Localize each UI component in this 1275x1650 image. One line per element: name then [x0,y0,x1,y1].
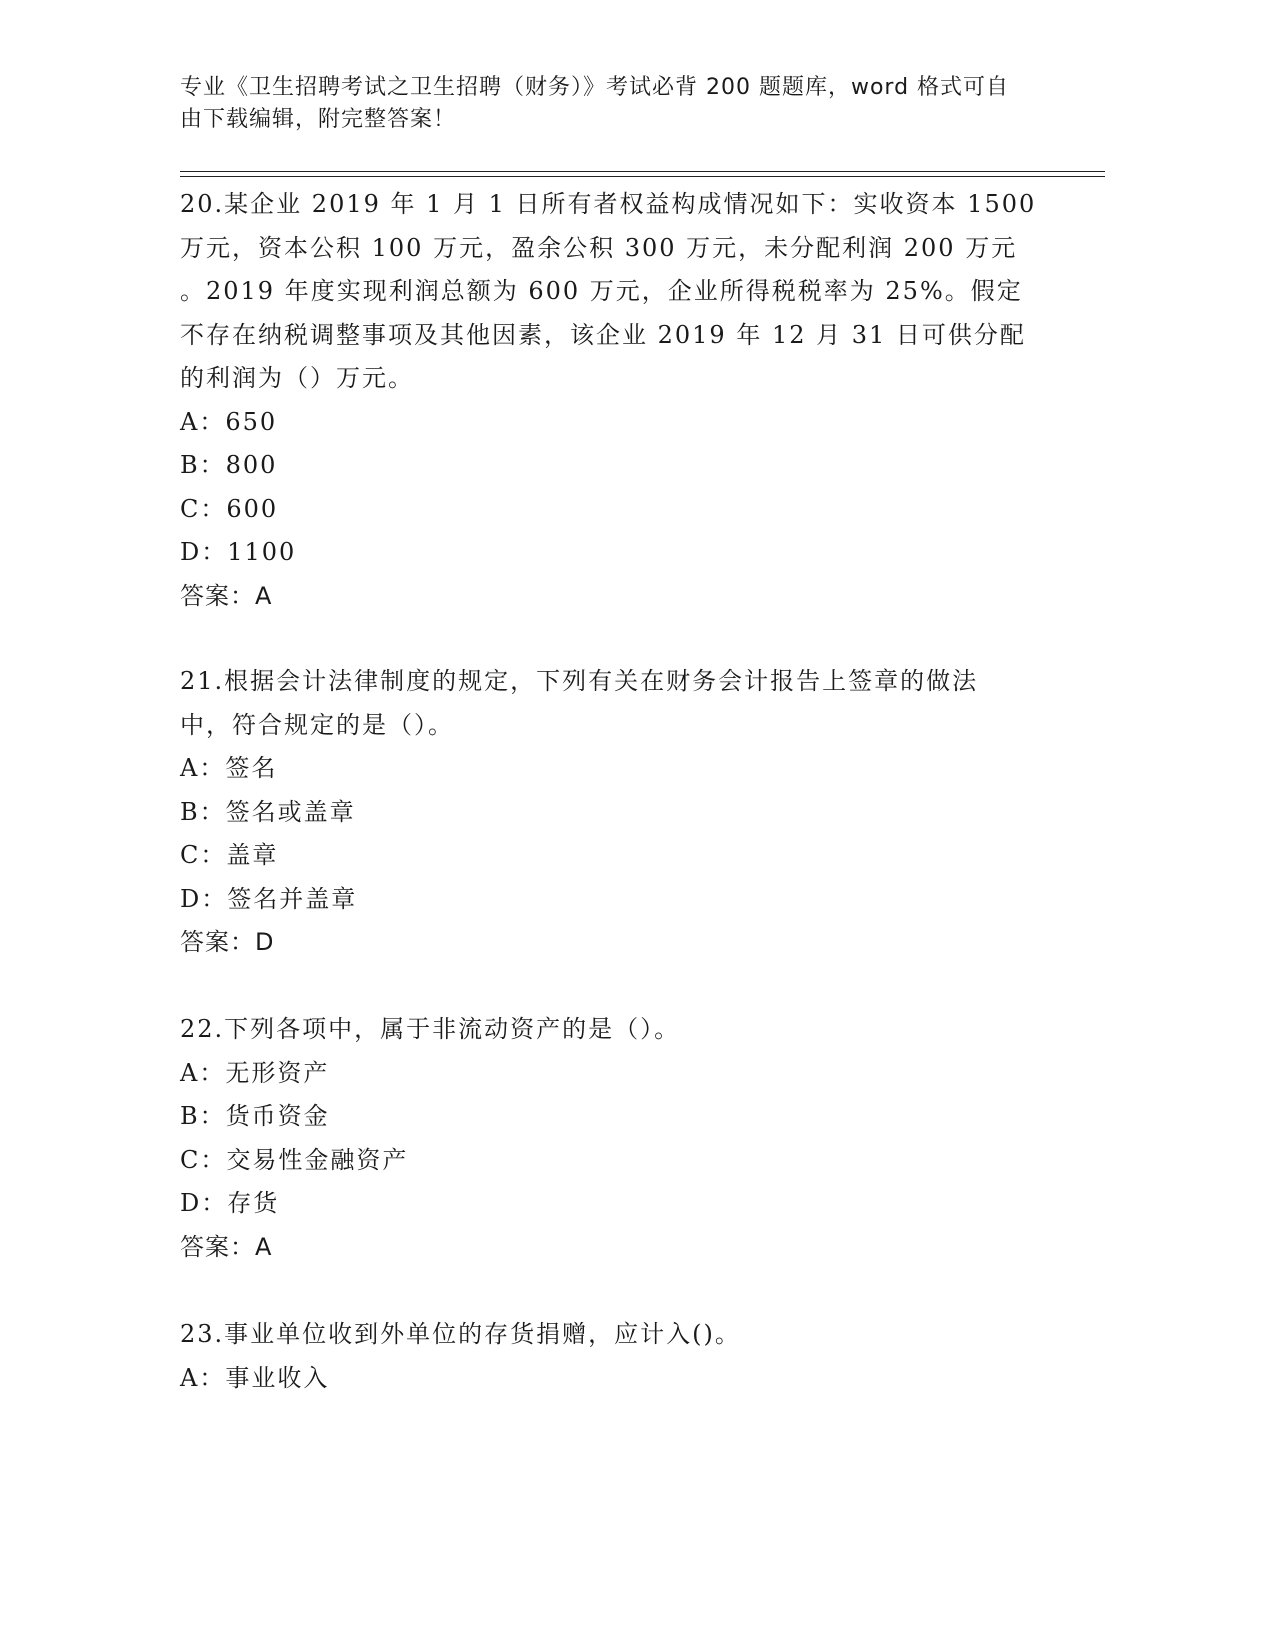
question-23 [180,1313,1040,1400]
question-stem-line: 不存在纳税调整事项及其他因素，该企业 2019 年 12 月 31 日可供分配 [180,320,1026,349]
option-c: C：盖章 [180,841,279,869]
question-20 [180,183,1040,618]
option-a: A：无形资产 [180,1058,330,1087]
option-d: D：签名并盖章 [180,884,358,913]
question-stem-line: 的利润为（）万元。 [180,364,414,392]
option-d: D：存货 [180,1189,280,1217]
question-stem-line: 21.根据会计法律制度的规定，下列有关在财务会计报告上签章的做法 [180,667,979,695]
question-stem-line: 22.下列各项中，属于非流动资产的是（）。 [180,1015,681,1043]
answer: 答案：D [180,928,275,956]
question-stem-line: 中，符合规定的是（）。 [180,710,454,739]
option-a: A：事业收入 [180,1363,330,1392]
option-b: B：签名或盖章 [180,797,356,826]
header-line: 专业《卫生招聘考试之卫生招聘（财务）》考试必背 200 题题库，word 格式可自 [180,75,1010,100]
question-21 [180,660,1040,965]
question-stem-line: 。2019 年度实现利润总额为 600 万元，企业所得税税率为 25%。假定 [180,277,1023,305]
option-b: B：货币资金 [180,1102,330,1130]
header-divider [180,171,1105,172]
question-stem-line: 20.某企业 2019 年 1 月 1 日所有者权益构成情况如下：实收资本 1500 [180,190,1037,218]
option-b: B：800 [180,451,278,479]
option-a: A：650 [180,407,278,436]
answer: 答案：A [180,581,273,610]
document-header [180,72,1050,136]
question-stem-line: 万元，资本公积 100 万元，盈余公积 300 万元，未分配利润 200 万元 [180,233,1018,262]
header-line: 由下载编辑，附完整答案！ [180,107,457,132]
option-c: C：交易性金融资产 [180,1145,409,1174]
option-d: D：1100 [180,538,297,566]
answer: 答案：A [180,1232,273,1261]
option-c: C：600 [180,494,279,523]
question-stem-line: 23.事业单位收到外单位的存货捐赠，应计入()。 [180,1320,741,1348]
question-22 [180,1008,1040,1269]
header-divider [180,176,1105,177]
option-a: A：签名 [180,754,278,782]
